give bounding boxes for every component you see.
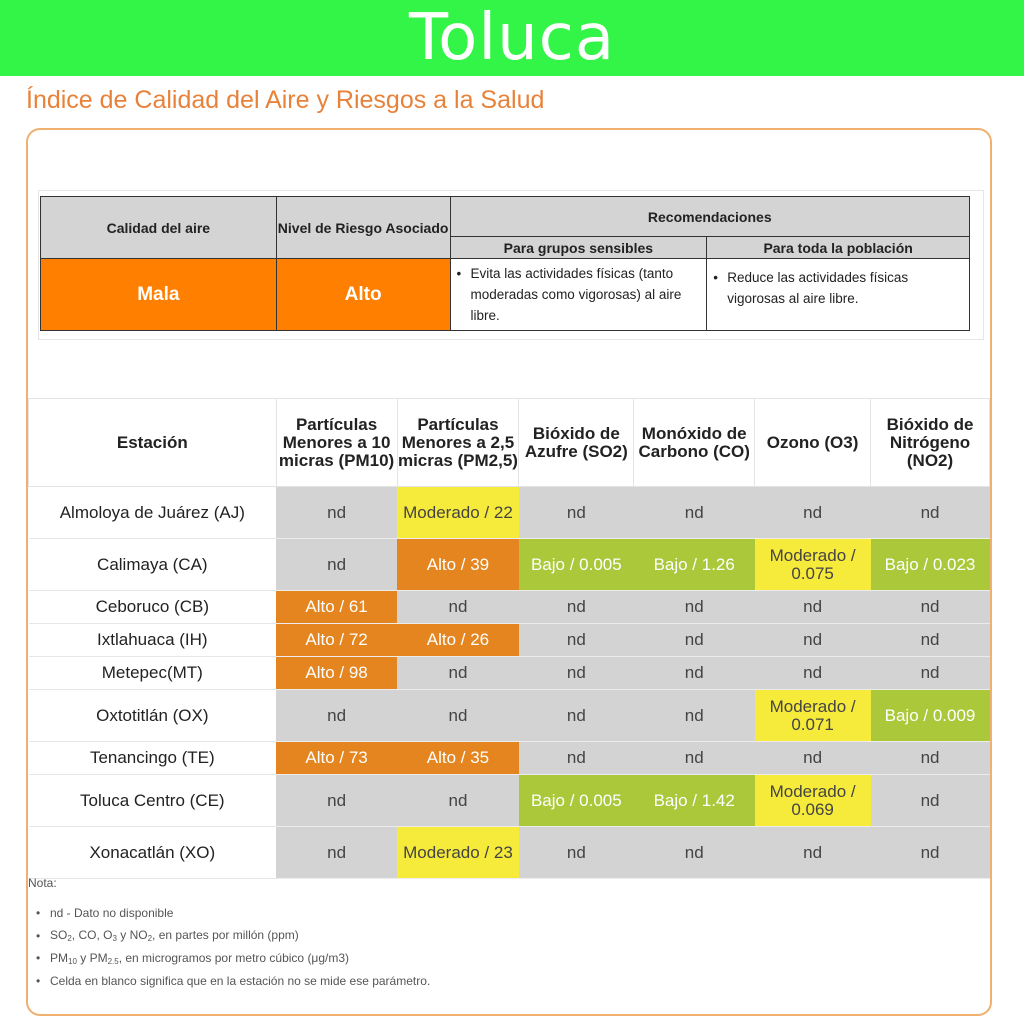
value-cell: Alto / 61 (276, 591, 397, 624)
notes-label: Nota: (28, 876, 57, 890)
value-cell: Bajo / 0.005 (519, 775, 634, 827)
value-cell: Alto / 72 (276, 624, 397, 657)
col-pm25: Partículas Menores a 2,5 micras (PM2,5) (397, 399, 519, 487)
value-cell: Moderado / 22 (397, 487, 519, 539)
value-cell: Moderado / 23 (397, 827, 519, 879)
col-recommendations: Recomendaciones (450, 197, 969, 237)
value-cell: nd (276, 775, 397, 827)
station-name: Calimaya (CA) (29, 539, 277, 591)
bullet: • (456, 266, 462, 281)
col-no2: Bióxido de Nitrógeno (NO2) (871, 399, 990, 487)
value-cell: nd (634, 624, 755, 657)
value-cell: nd (755, 827, 871, 879)
bullet: • (36, 951, 41, 966)
notes-list (28, 902, 968, 992)
value-cell: nd (397, 657, 519, 690)
value-cell: Alto / 39 (397, 539, 519, 591)
value-cell: nd (871, 657, 990, 690)
value-cell: nd (397, 775, 519, 827)
station-name: Xonacatlán (XO) (29, 827, 277, 879)
value-cell: nd (519, 827, 634, 879)
note-text: $SO_2$, CO, $O_3$ y $NO_2$, en partes por millón (ppm) (50, 928, 299, 944)
value-cell: nd (519, 591, 634, 624)
value-cell: nd (871, 591, 990, 624)
table-row (29, 624, 990, 657)
value-cell: nd (634, 657, 755, 690)
value-cell: nd (276, 827, 397, 879)
value-cell: nd (634, 827, 755, 879)
note-item (36, 925, 968, 948)
air-quality-value: Mala (41, 259, 277, 331)
value-cell: Alto / 73 (276, 742, 397, 775)
stations-header-row (29, 399, 990, 487)
col-air-quality: Calidad del aire (41, 197, 277, 259)
rec-sensitive-cell (450, 259, 707, 331)
value-cell: Bajo / 1.26 (634, 539, 755, 591)
note-text: Celda en blanco significa que en la estación no se mide ese parámetro. (50, 973, 431, 988)
value-cell: nd (755, 742, 871, 775)
table-row (29, 657, 990, 690)
bullet: • (36, 928, 41, 943)
value-cell: nd (397, 690, 519, 742)
value-cell: nd (755, 624, 871, 657)
value-cell: Bajo / 0.009 (871, 690, 990, 742)
value-cell: nd (871, 487, 990, 539)
value-cell: nd (755, 657, 871, 690)
col-risk-level: Nivel de Riesgo Asociado (276, 197, 450, 259)
table-row (29, 539, 990, 591)
risk-level-value: Alto (276, 259, 450, 331)
note-item (36, 970, 968, 993)
value-cell: Bajo / 1.42 (634, 775, 755, 827)
bullet: • (713, 270, 718, 285)
value-cell: Moderado / 0.071 (755, 690, 871, 742)
value-cell: nd (276, 539, 397, 591)
table-row (29, 742, 990, 775)
value-cell: nd (397, 591, 519, 624)
station-name: Oxtotitlán (OX) (29, 690, 277, 742)
value-cell: Alto / 26 (397, 624, 519, 657)
value-cell: Alto / 98 (276, 657, 397, 690)
table-row (29, 591, 990, 624)
title-banner (0, 0, 1024, 76)
value-cell: nd (519, 487, 634, 539)
rec-population-cell (707, 259, 970, 331)
value-cell: nd (871, 827, 990, 879)
value-cell: nd (634, 591, 755, 624)
col-o3: Ozono (O3) (755, 399, 871, 487)
value-cell: nd (276, 690, 397, 742)
station-name: Metepec(MT) (29, 657, 277, 690)
risk-table (40, 196, 970, 331)
bullet: • (36, 973, 41, 988)
value-cell: nd (634, 742, 755, 775)
table-row (29, 487, 990, 539)
value-cell: nd (871, 624, 990, 657)
value-cell: Alto / 35 (397, 742, 519, 775)
table-row (29, 775, 990, 827)
value-cell: nd (519, 624, 634, 657)
rec-sensitive-text: Evita las actividades físicas (tanto moderadas como vigorosas) al aire libre. (470, 266, 682, 323)
station-name: Ceboruco (CB) (29, 591, 277, 624)
note-item (36, 947, 968, 970)
value-cell: Moderado / 0.075 (755, 539, 871, 591)
col-so2: Bióxido de Azufre (SO2) (519, 399, 634, 487)
value-cell: nd (634, 487, 755, 539)
stations-body (29, 487, 990, 879)
value-cell: Bajo / 0.023 (871, 539, 990, 591)
value-cell: nd (871, 775, 990, 827)
value-cell: Moderado / 0.069 (755, 775, 871, 827)
value-cell: nd (634, 690, 755, 742)
value-cell: nd (519, 657, 634, 690)
table-row (29, 690, 990, 742)
notes (28, 876, 968, 992)
value-cell: nd (755, 487, 871, 539)
note-text: $PM_{10}$ y $PM_{2.5}$, en microgramos por metro cúbico (μg/m3) (50, 950, 350, 966)
note-text: nd - Dato no disponible (50, 906, 174, 921)
col-station: Estación (29, 399, 277, 487)
table-row (29, 827, 990, 879)
value-cell: nd (755, 591, 871, 624)
value-cell: nd (519, 690, 634, 742)
value-cell: Bajo / 0.005 (519, 539, 634, 591)
value-cell: nd (519, 742, 634, 775)
page-title: Toluca (408, 1, 616, 75)
note-item (36, 902, 968, 925)
col-co: Monóxido de Carbono (CO) (634, 399, 755, 487)
bullet: • (36, 906, 41, 921)
station-name: Tenancingo (TE) (29, 742, 277, 775)
station-name: Almoloya de Juárez (AJ) (29, 487, 277, 539)
station-name: Ixtlahuaca (IH) (29, 624, 277, 657)
value-cell: nd (871, 742, 990, 775)
col-sensitive-groups: Para grupos sensibles (450, 237, 707, 259)
col-general-population: Para toda la población (707, 237, 970, 259)
col-pm10: Partículas Menores a 10 micras (PM10) (276, 399, 397, 487)
rec-population-text: Reduce las actividades físicas vigorosas al aire libre. (727, 270, 909, 306)
value-cell: nd (276, 487, 397, 539)
station-name: Toluca Centro (CE) (29, 775, 277, 827)
stations-table (28, 398, 990, 879)
subtitle: Índice de Calidad del Aire y Riesgos a la Salud (26, 86, 545, 114)
